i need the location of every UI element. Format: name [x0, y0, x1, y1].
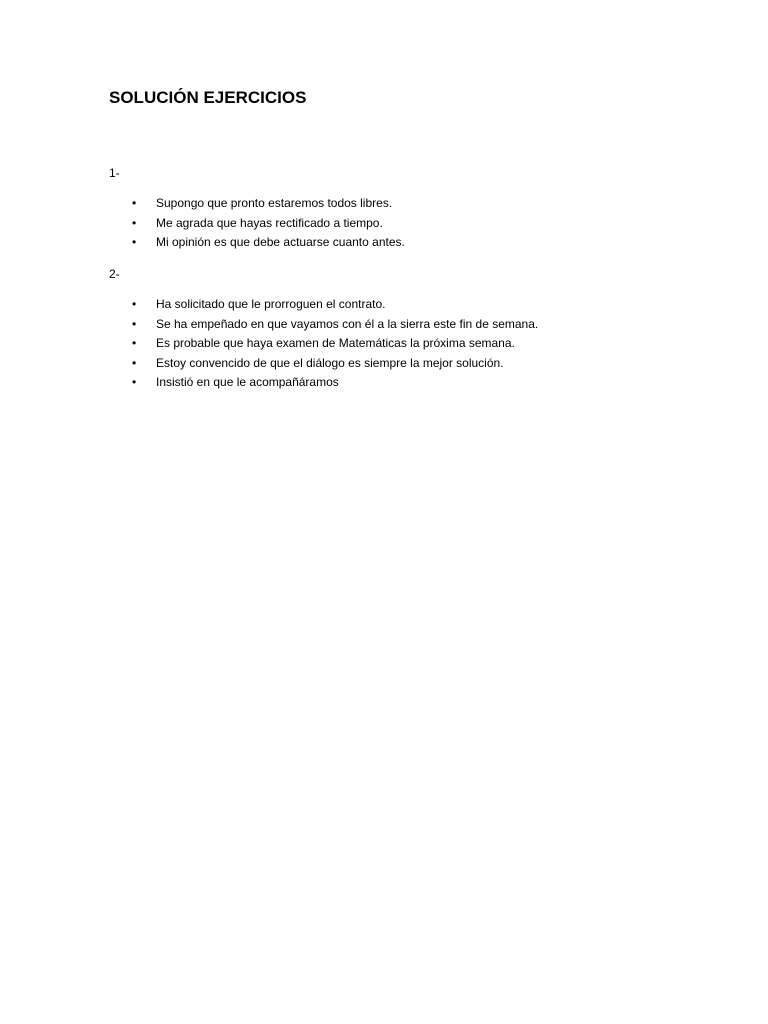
list-item-text: Estoy convencido de que el diálogo es siempre la mejor solución. [156, 355, 504, 370]
list-item-text: Supongo que pronto estaremos todos libres. [156, 196, 393, 210]
list-item [132, 214, 405, 234]
section-1-list [132, 194, 405, 253]
list-item-text: Mi opinión es que debe actuarse cuanto antes. [156, 235, 405, 249]
list-item [132, 334, 538, 354]
list-item [132, 315, 538, 335]
list-item [132, 354, 538, 374]
list-item-text: Ha solicitado que le prorroguen el contrato. [156, 297, 386, 311]
bullet-icon: • [132, 215, 137, 230]
bullet-icon: • [132, 297, 137, 311]
list-item-text: Insistió en que le acompañáramos [156, 375, 339, 389]
list-item [132, 295, 538, 315]
bullet-icon: • [132, 355, 137, 370]
list-item-text: Se ha empeñado en que vayamos con él a la sierra este fin de semana. [156, 316, 539, 331]
list-item-text: Me agrada que hayas rectificado a tiempo. [156, 215, 383, 230]
bullet-icon: • [132, 235, 137, 249]
bullet-icon: • [132, 375, 137, 389]
document-title: SOLUCIÓN EJERCICIOS [109, 88, 307, 107]
list-item [132, 194, 405, 214]
list-item-text: Es probable que haya examen de Matemáticas la próxima semana. [156, 336, 515, 350]
bullet-icon: • [132, 336, 137, 350]
section-1-label: 1- [109, 166, 120, 180]
list-item [132, 373, 538, 393]
bullet-icon: • [132, 316, 137, 331]
bullet-icon: • [132, 196, 137, 210]
list-item [132, 233, 405, 253]
section-2-list [132, 295, 538, 393]
section-2-label: 2- [109, 267, 120, 281]
